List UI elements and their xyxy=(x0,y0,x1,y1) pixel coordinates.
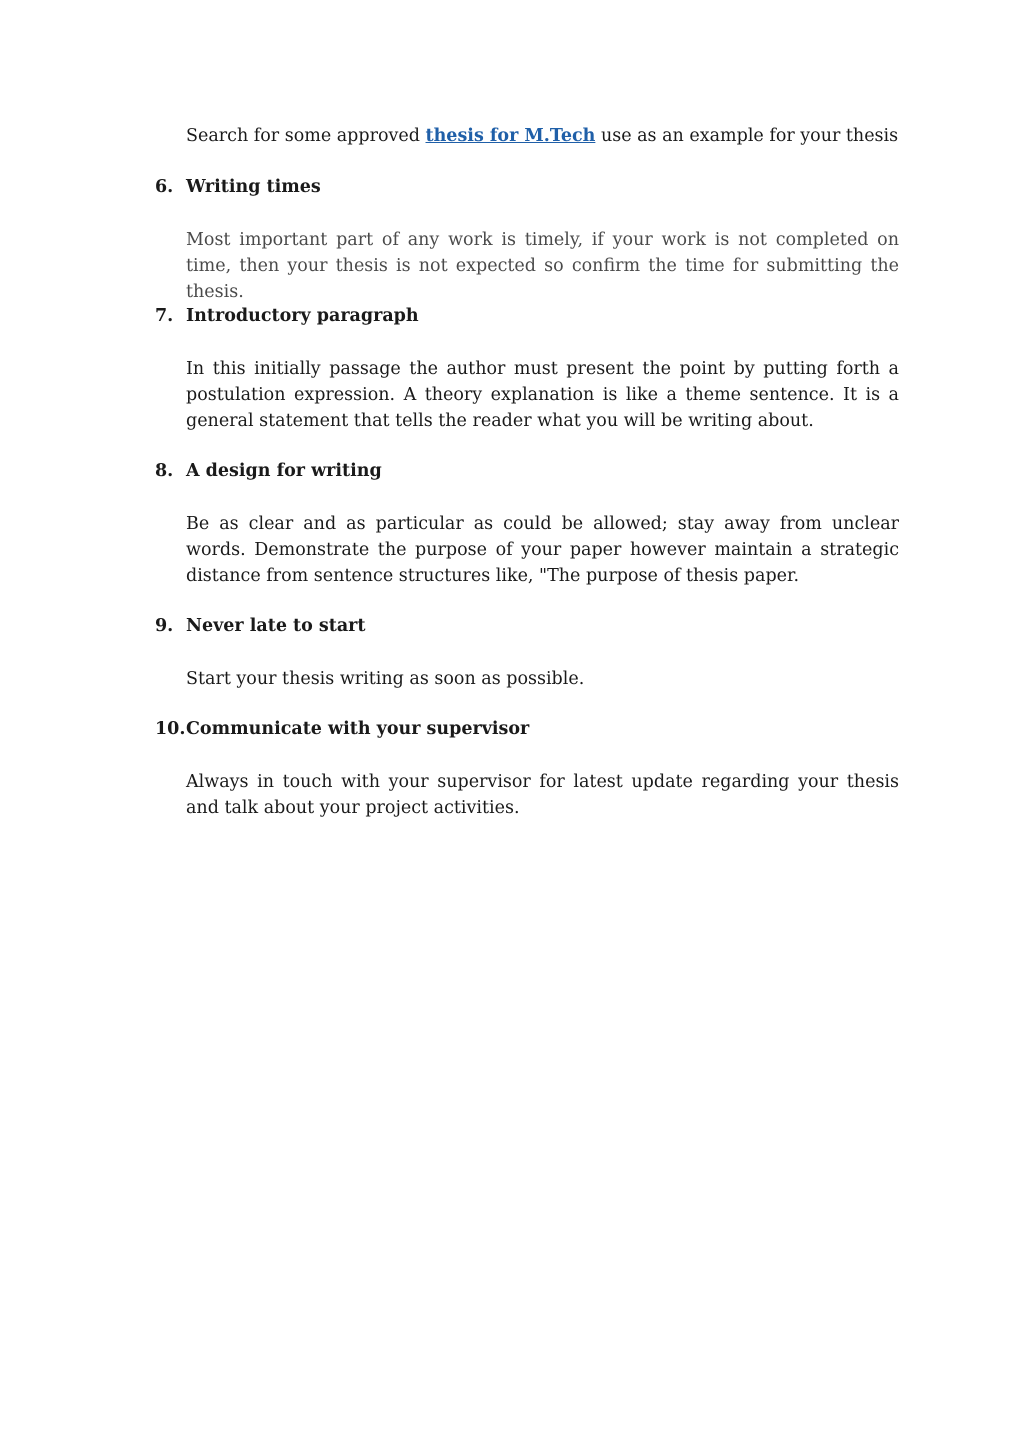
section-title: A design for writing xyxy=(186,461,382,481)
section-heading xyxy=(155,304,899,328)
section-never-late-to-start xyxy=(155,614,899,692)
section-heading xyxy=(155,459,899,483)
section-title: Introductory paragraph xyxy=(186,306,419,326)
section-title: Never late to start xyxy=(186,616,366,636)
section-heading xyxy=(155,614,899,638)
section-body: Be as clear and as particular as could be allowed; stay away from unclear words. Demonstrate the purpose of your paper however maintain a strategic distance from sentence structures like, "The purpose of thesis paper. xyxy=(186,514,899,586)
section-title: Writing times xyxy=(186,177,321,197)
section-heading xyxy=(155,717,899,741)
section-number: 7. xyxy=(155,306,174,326)
section-heading xyxy=(155,175,899,199)
section-writing-times xyxy=(155,175,899,305)
section-title: Communicate with your supervisor xyxy=(186,719,530,739)
intro-text-after: use as an example for your thesis xyxy=(595,126,899,146)
intro-paragraph xyxy=(186,124,899,148)
section-number: 8. xyxy=(155,461,174,481)
thesis-link[interactable]: thesis for M.Tech xyxy=(425,126,596,146)
section-body: Always in touch with your supervisor for latest update regarding your thesis and talk about your project activities. xyxy=(186,772,899,818)
section-body: Most important part of any work is timely, if your work is not completed on time, then your thesis is not expected so confirm the time for submitting the thesis. xyxy=(186,230,899,302)
section-body: In this initially passage the author must present the point by putting forth a postulation expression. A theory explanation is like a theme sentence. It is a general statement that tells the reader what you will be writing about. xyxy=(186,359,899,431)
intro-text-before: Search for some approved xyxy=(186,126,426,146)
section-body: Start your thesis writing as soon as possible. xyxy=(186,669,585,689)
section-design-for-writing xyxy=(155,459,899,589)
section-number: 10. xyxy=(155,719,186,739)
section-number: 9. xyxy=(155,616,174,636)
section-number: 6. xyxy=(155,177,174,197)
section-introductory-paragraph xyxy=(155,304,899,434)
section-communicate-with-supervisor xyxy=(155,717,899,821)
